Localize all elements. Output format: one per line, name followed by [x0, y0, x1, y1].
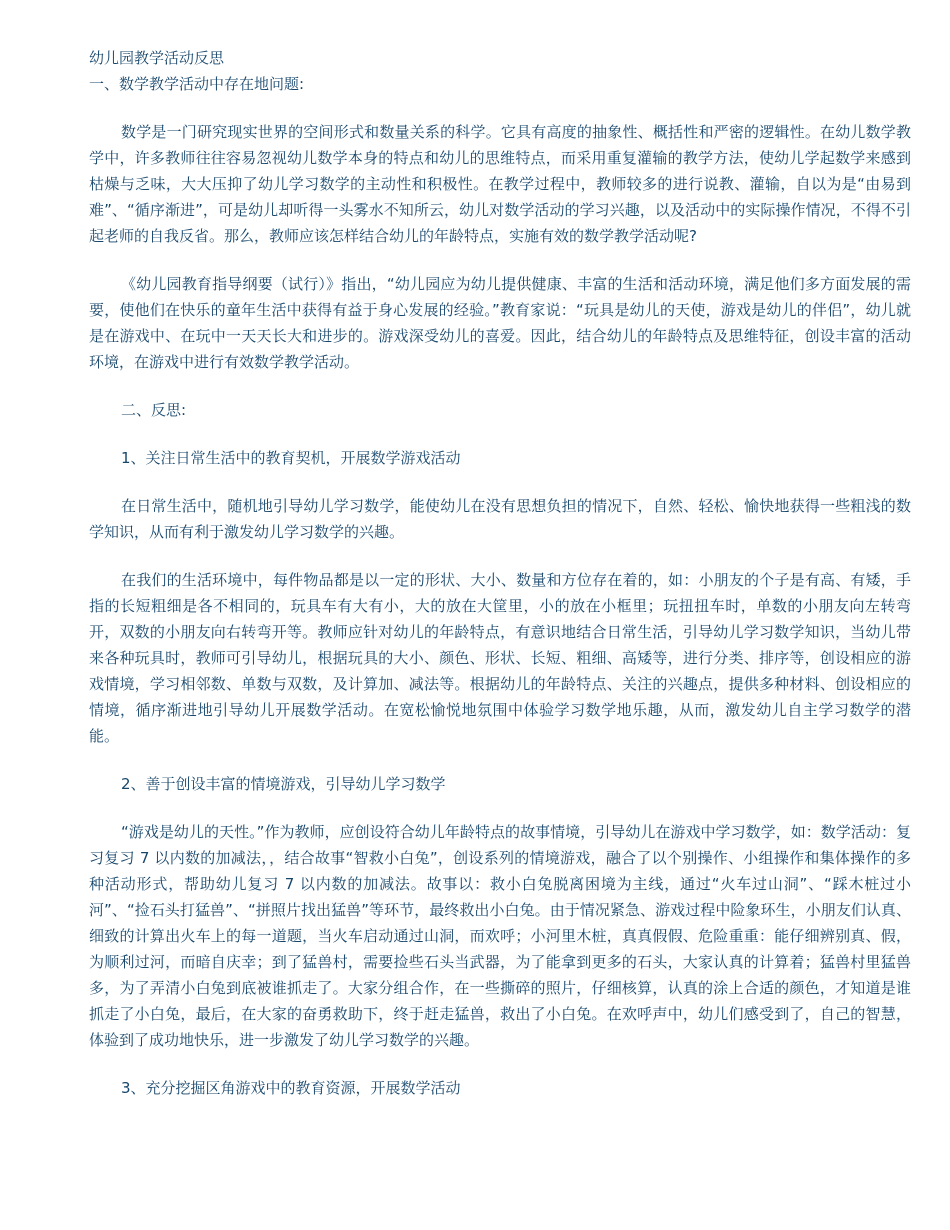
section-heading-problems: 一、数学教学活动中存在地问题: [89, 75, 305, 93]
paragraph-environment: 在我们的生活环境中，每件物品都是以一定的形状、大小、数量和方位存在着的，如：小朋友的个子是有高、有矮，手指的长短粗细是各不相同的，玩具车有大有小，大的放在大筐里，小的放在小框里；玩扭扭车时，单数的小朋友向左转弯开，双数的小朋友向右转弯开等。教师应针对幼儿的年龄特点，有意识地结合日常生活，引导幼儿学习数学知识，当幼儿带来各种玩具时，教师可引导幼儿，根据玩具的大小、颜色、形状、长短、粗细、高矮等，进行分类、排序等，创设相应的游戏情境，学习相邻数、单数与双数，及计算加、减法等。根据幼儿的年龄特点、关注的兴趣点，提供多种材料、创设相应的情境，循序渐进地引导幼儿开展数学活动。在宽松愉悦地氛围中体验学习数学地乐趣，从而，激发幼儿自主学习数学的潜能。 [89, 571, 911, 745]
paragraph-guideline: 《幼儿园教育指导纲要（试行）》指出，“幼儿园应为幼儿提供健康、丰富的生活和活动环境，满足他们多方面发展的需要，使他们在快乐的童年生活中获得有益于身心发展的经验。”教育家说：“玩具是幼儿的天使，游戏是幼儿的伴侣”，幼儿就是在游戏中、在玩中一天天长大和进步的。游戏深受幼儿的喜爱。因此，结合幼儿的年龄特点及思维特征，创设丰富的活动环境，在游戏中进行有效数学教学活动。 [89, 275, 911, 371]
paragraph-story-game: “游戏是幼儿的天性。”作为教师，应创设符合幼儿年龄特点的故事情境，引导幼儿在游戏中学习数学，如：数学活动：复习复习 7 以内数的加减法，，结合故事“智救小白兔”，创设系列的情境游戏，融合了以个别操作、小组操作和集体操作的多种活动形式，帮助幼儿复习 7 以内数的加减法。故事以：救小白兔脱离困境为主线，通过“火车过山洞”、“踩木桩过小河”、“捡石头打猛兽”、“拼照片找出猛兽”等环节，最终救出小白兔。由于情况紧急、游戏过程中险象环生，小朋友们认真、细致的计算出火车上的每一道题，当火车启动通过山洞，而欢呼；小河里木桩，真真假假、危险重重：能仔细辨别真、假，为顺利过河，而暗自庆幸；到了猛兽村，需要捡些石头当武器，为了能拿到更多的石头，大家认真的计算着；猛兽村里猛兽多，为了弄清小白兔到底被谁抓走了。大家分组合作，在一些撕碎的照片，仔细核算，认真的涂上合适的颜色，才知道是谁抓走了小白兔，最后，在大家的奋勇救助下，终于赶走猛兽，救出了小白兔。在欢呼声中，幼儿们感受到了，自己的智慧，体验到了成功地快乐，进一步激发了幼儿学习数学的兴趣。 [89, 823, 911, 1049]
subheading-situational-games: 2、善于创设丰富的情境游戏，引导幼儿学习数学 [121, 775, 446, 793]
document-page [89, 45, 911, 1101]
subheading-daily-life: 1、关注日常生活中的教育契机，开展数学游戏活动 [121, 449, 461, 467]
paragraph-daily-life: 在日常生活中，随机地引导幼儿学习数学，能使幼儿在没有思想负担的情况下，自然、轻松、愉快地获得一些粗浅的数学知识，从而有利于激发幼儿学习数学的兴趣。 [89, 497, 911, 541]
paragraph-intro: 数学是一门研究现实世界的空间形式和数量关系的科学。它具有高度的抽象性、概括性和严密的逻辑性。在幼儿数学教学中，许多教师往往容易忽视幼儿数学本身的特点和幼儿的思维特点，而采用重复灌输的教学方法，使幼儿学起数学来感到枯燥与乏味，大大压抑了幼儿学习数学的主动性和积极性。在教学过程中，教师较多的进行说教、灌输，自以为是“由易到难”、“循序渐进”，可是幼儿却听得一头雾水不知所云，幼儿对数学活动的学习兴趣，以及活动中的实际操作情况，不得不引起老师的自我反省。那么，教师应该怎样结合幼儿的年龄特点，实施有效的数学教学活动呢? [89, 123, 911, 245]
section-heading-reflection: 二、反思: [121, 401, 187, 419]
document-title: 幼儿园教学活动反思 [89, 49, 225, 67]
subheading-corner-games: 3、充分挖掘区角游戏中的教育资源，开展数学活动 [121, 1079, 461, 1097]
